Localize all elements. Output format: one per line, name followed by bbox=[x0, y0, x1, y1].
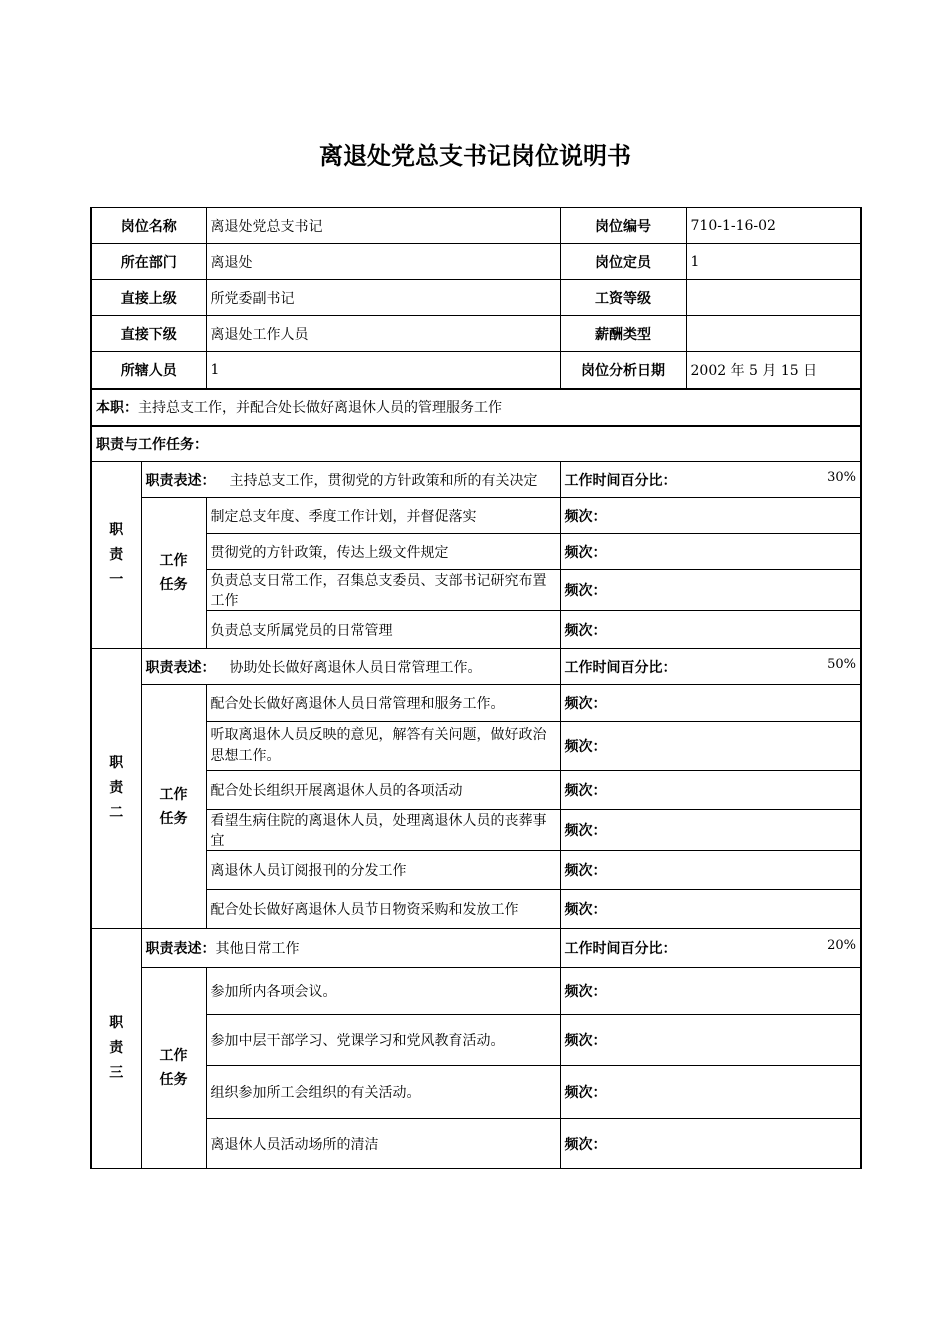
task-item: 听取离退休人员反映的意见，解答有关问题，做好政治思想工作。 bbox=[206, 722, 560, 771]
task-item: 制定总支年度、季度工作计划，并督促落实 bbox=[206, 498, 560, 534]
label-position-code: 岗位编号 bbox=[560, 208, 686, 244]
task-group-label: 工作 任务 bbox=[141, 685, 206, 929]
task-item: 参加所内各项会议。 bbox=[206, 968, 560, 1015]
task-item: 配合处长做好离退休人员日常管理和服务工作。 bbox=[206, 685, 560, 722]
frequency-label: 频次： bbox=[560, 771, 861, 810]
label-salary-grade: 工资等级 bbox=[560, 280, 686, 316]
value-position-code: 710-1-16-02 bbox=[686, 208, 861, 244]
task-row bbox=[91, 534, 861, 570]
value-analysis-date: 2002 年 5 月 15 日 bbox=[686, 352, 861, 389]
duty-1-description: 主持总支工作，贯彻党的方针政策和所的有关决定 bbox=[229, 472, 538, 489]
value-pay-type bbox=[686, 316, 861, 352]
task-row bbox=[91, 570, 861, 611]
duty-desc-label: 职责表述： bbox=[145, 472, 216, 489]
label-analysis-date: 岗位分析日期 bbox=[560, 352, 686, 389]
task-row bbox=[91, 968, 861, 1015]
task-row bbox=[91, 611, 861, 649]
value-position-name: 离退处党总支书记 bbox=[206, 208, 560, 244]
label-position-name: 岗位名称 bbox=[91, 208, 206, 244]
task-item: 参加中层干部学习、党课学习和党风教育活动。 bbox=[206, 1015, 560, 1066]
main-duty-label: 本职： bbox=[96, 400, 138, 416]
duty-3-label: 职 责 三 bbox=[91, 929, 141, 1169]
value-salary-grade bbox=[686, 280, 861, 316]
main-duty-row bbox=[91, 389, 861, 426]
label-pay-type: 薪酬类型 bbox=[560, 316, 686, 352]
info-row bbox=[91, 244, 861, 280]
task-row bbox=[91, 810, 861, 851]
duty-3-description: 其他日常工作 bbox=[215, 941, 300, 957]
value-subordinate: 离退处工作人员 bbox=[206, 316, 560, 352]
task-row bbox=[91, 1119, 861, 1169]
frequency-label: 频次： bbox=[560, 851, 861, 890]
frequency-label: 频次： bbox=[560, 570, 861, 611]
task-item: 配合处长组织开展离退休人员的各项活动 bbox=[206, 771, 560, 810]
info-row bbox=[91, 352, 861, 389]
label-department: 所在部门 bbox=[91, 244, 206, 280]
duty-2-time-pct: 50% bbox=[827, 656, 856, 672]
task-row bbox=[91, 890, 861, 929]
task-row bbox=[91, 722, 861, 771]
value-staff: 1 bbox=[206, 352, 560, 389]
frequency-label: 频次： bbox=[560, 611, 861, 649]
task-item: 贯彻党的方针政策，传达上级文件规定 bbox=[206, 534, 560, 570]
frequency-label: 频次： bbox=[560, 685, 861, 722]
duty-3-time-pct: 20% bbox=[827, 938, 856, 953]
frequency-label: 频次： bbox=[560, 722, 861, 771]
label-quota: 岗位定员 bbox=[560, 244, 686, 280]
frequency-label: 频次： bbox=[560, 890, 861, 929]
duty-1-label: 职 责 一 bbox=[91, 462, 141, 649]
time-pct-label: 工作时间百分比： bbox=[564, 941, 677, 957]
task-row bbox=[91, 1015, 861, 1066]
task-item: 负责总支所属党员的日常管理 bbox=[206, 611, 560, 649]
task-item: 离退休人员订阅报刊的分发工作 bbox=[206, 851, 560, 890]
value-superior: 所党委副书记 bbox=[206, 280, 560, 316]
task-item: 配合处长做好离退休人员节日物资采购和发放工作 bbox=[206, 890, 560, 929]
frequency-label: 频次： bbox=[560, 534, 861, 570]
frequency-label: 频次： bbox=[560, 810, 861, 851]
label-superior: 直接上级 bbox=[91, 280, 206, 316]
frequency-label: 频次： bbox=[560, 498, 861, 534]
duty-desc-row bbox=[91, 649, 861, 685]
task-item: 看望生病住院的离退休人员，处理离退休人员的丧葬事宜 bbox=[206, 810, 560, 851]
task-group-label: 工作 任务 bbox=[141, 968, 206, 1169]
frequency-label: 频次： bbox=[560, 1119, 861, 1169]
task-row bbox=[91, 498, 861, 534]
frequency-label: 频次： bbox=[560, 1066, 861, 1119]
task-item: 组织参加所工会组织的有关活动。 bbox=[206, 1066, 560, 1119]
document-title: 离退处党总支书记岗位说明书 bbox=[319, 142, 631, 170]
duty-desc-row bbox=[91, 929, 861, 968]
duty-desc-label: 职责表述： bbox=[145, 659, 216, 676]
task-row bbox=[91, 1066, 861, 1119]
task-group-label: 工作 任务 bbox=[141, 498, 206, 649]
main-duty-text: 主持总支工作，并配合处长做好离退休人员的管理服务工作 bbox=[138, 400, 502, 416]
info-row bbox=[91, 316, 861, 352]
frequency-label: 频次： bbox=[560, 1015, 861, 1066]
duty-2-description: 协助处长做好离退休人员日常管理工作。 bbox=[229, 659, 482, 676]
info-row bbox=[91, 208, 861, 244]
section-title: 职责与工作任务： bbox=[91, 426, 861, 462]
info-row bbox=[91, 280, 861, 316]
duty-2-label: 职 责 二 bbox=[91, 649, 141, 929]
duty-desc-label: 职责表述： bbox=[145, 941, 216, 957]
duty-desc-row bbox=[91, 462, 861, 498]
time-pct-label: 工作时间百分比： bbox=[564, 659, 677, 676]
task-item: 离退休人员活动场所的清洁 bbox=[206, 1119, 560, 1169]
task-row bbox=[91, 685, 861, 722]
time-pct-label: 工作时间百分比： bbox=[564, 472, 677, 489]
task-item: 负责总支日常工作，召集总支委员、支部书记研究布置工作 bbox=[206, 570, 560, 611]
job-description-table bbox=[90, 207, 862, 1169]
duty-1-time-pct: 30% bbox=[827, 469, 856, 485]
label-staff: 所辖人员 bbox=[91, 352, 206, 389]
label-subordinate: 直接下级 bbox=[91, 316, 206, 352]
section-title-row bbox=[91, 426, 861, 462]
frequency-label: 频次： bbox=[560, 968, 861, 1015]
task-row bbox=[91, 771, 861, 810]
value-quota: 1 bbox=[686, 244, 861, 280]
task-row bbox=[91, 851, 861, 890]
value-department: 离退处 bbox=[206, 244, 560, 280]
